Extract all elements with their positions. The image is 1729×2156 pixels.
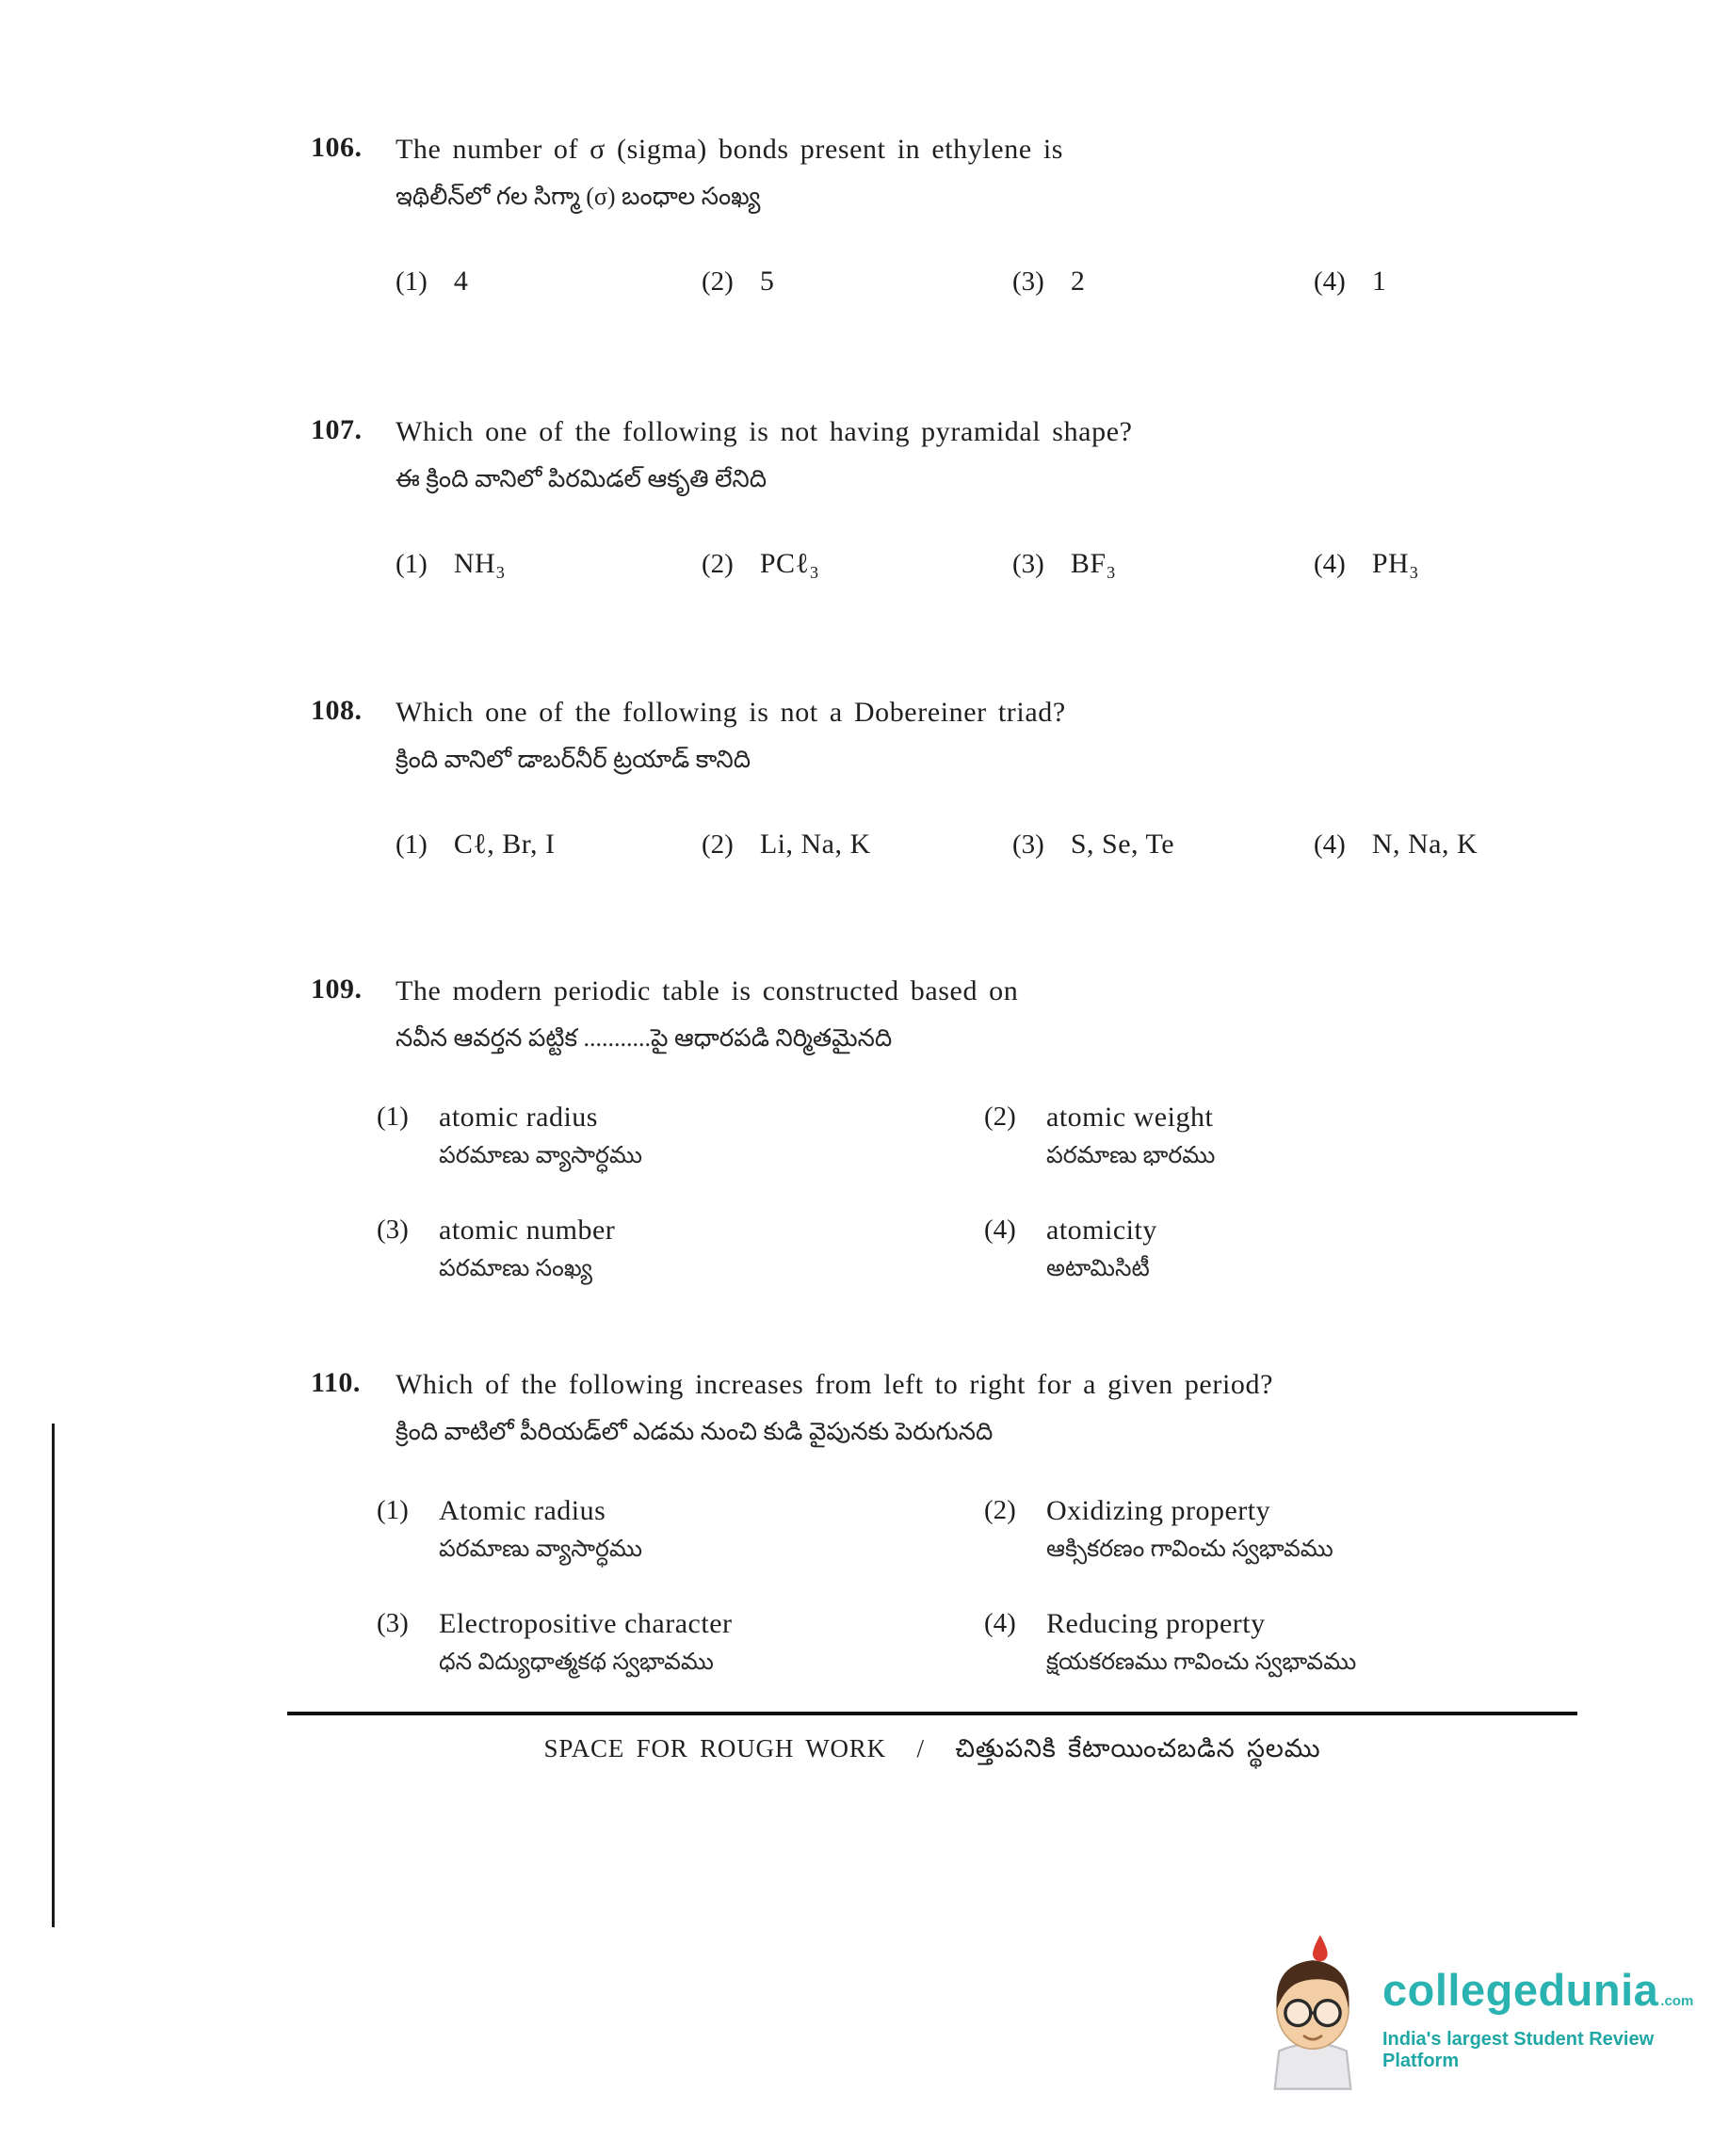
option-text: Cℓ, Br, I xyxy=(453,828,556,860)
question-text-telugu: ఈ క్రింది వానిలో పిరమిడల్ ఆకృతి లేనిది xyxy=(396,464,768,492)
option-text: N, Na, K xyxy=(1371,828,1479,860)
question-text-telugu: క్రింది వాటిలో పీరియడ్‌లో ఎడమ నుంచి కుడి వైపునకు పెరుగునది xyxy=(396,1417,994,1445)
option-text-english: Atomic radius xyxy=(439,1494,606,1526)
option-text: 1 xyxy=(1371,265,1387,297)
option-label: (4) xyxy=(984,1214,1016,1245)
option-text-english: atomic weight xyxy=(1046,1101,1214,1133)
option-text-telugu: ధన విద్యుధాత్మకథ స్వభావము xyxy=(439,1649,714,1675)
option-1 xyxy=(396,829,702,861)
option-2 xyxy=(702,829,1012,861)
collegedunia-logo xyxy=(1260,1932,1703,2092)
option-text-telugu: అటామిసిటీ xyxy=(1046,1255,1150,1281)
question-number: 109. xyxy=(311,973,363,1005)
options-row xyxy=(396,548,1648,580)
option-3 xyxy=(1012,548,1314,580)
option-label: (1) xyxy=(396,265,428,297)
option-4 xyxy=(1314,265,1386,298)
option-text: 5 xyxy=(759,265,775,297)
options-row xyxy=(396,829,1648,861)
option-label: (4) xyxy=(984,1607,1016,1638)
option-text: Li, Na, K xyxy=(759,828,871,860)
option-1 xyxy=(377,1495,984,1569)
option-label: (4) xyxy=(1314,548,1346,579)
option-text-telugu: పరమాణు వ్యాసార్ధము xyxy=(439,1142,642,1168)
option-text-telugu: పరమాణు సంఖ్య xyxy=(439,1255,592,1281)
option-text-english: Reducing property xyxy=(1046,1607,1266,1639)
option-label: (3) xyxy=(1012,265,1044,297)
question-header xyxy=(311,132,1648,217)
option-label: (2) xyxy=(702,265,734,297)
option-4 xyxy=(1314,829,1478,861)
question-body xyxy=(396,132,1648,217)
option-text-telugu: ఆక్సికరణం గావించు స్వభావము xyxy=(1046,1536,1333,1562)
question-107 xyxy=(311,414,1648,580)
option-text: 2 xyxy=(1070,265,1086,297)
rough-work-label-telugu: చిత్తుపనికి కేటాయించబడిన స్థలము xyxy=(955,1734,1321,1762)
option-label: (1) xyxy=(396,829,428,860)
option-3 xyxy=(1012,265,1314,298)
brand-suffix: .com xyxy=(1660,1993,1694,2009)
option-3 xyxy=(377,1215,984,1288)
rough-work-label xyxy=(287,1734,1577,1770)
option-text: 4 xyxy=(453,265,469,297)
question-110 xyxy=(311,1367,1648,1681)
question-header xyxy=(311,973,1648,1058)
logo-text-block xyxy=(1382,1932,1703,2072)
question-header xyxy=(311,414,1648,499)
option-text-english: atomic radius xyxy=(439,1101,598,1133)
option-text: S, Se, Te xyxy=(1070,828,1175,860)
option-1 xyxy=(396,548,702,580)
brand-tagline: India's largest Student Review Platform xyxy=(1382,2029,1655,2071)
question-text-telugu: నవీన ఆవర్తన పట్టిక ...........పై ఆధారపడి నిర్మితమైనది xyxy=(396,1023,893,1052)
option-4 xyxy=(984,1215,1592,1288)
option-1 xyxy=(377,1102,984,1175)
option-2 xyxy=(702,548,1012,580)
option-4 xyxy=(984,1608,1592,1681)
option-text-english: atomicity xyxy=(1046,1214,1157,1246)
option-label: (4) xyxy=(1314,265,1346,297)
question-text-english: The modern periodic table is constructed based on xyxy=(396,975,1019,1006)
option-label: (3) xyxy=(1012,548,1044,579)
option-label: (2) xyxy=(702,548,734,579)
question-body xyxy=(396,414,1648,499)
option-label: (3) xyxy=(1012,829,1044,860)
brand-name: collegedunia xyxy=(1382,1965,1659,2015)
brand-row xyxy=(1382,1964,1703,2016)
option-label: (1) xyxy=(377,1494,409,1525)
option-2 xyxy=(702,265,1012,298)
option-label: (3) xyxy=(377,1607,409,1638)
option-2 xyxy=(984,1102,1592,1175)
option-label: (2) xyxy=(984,1494,1016,1525)
option-text: PH₃ xyxy=(1371,547,1420,579)
option-text-telugu: పరమాణు వ్యాసార్ధము xyxy=(439,1536,642,1562)
option-3 xyxy=(377,1608,984,1681)
left-margin-scan-line xyxy=(52,1424,55,1927)
option-text-english: Oxidizing property xyxy=(1046,1494,1271,1526)
option-text-telugu: క్షయకరణము గావించు స్వభావము xyxy=(1046,1649,1357,1675)
question-number: 106. xyxy=(311,132,363,163)
question-109 xyxy=(311,973,1648,1288)
question-header xyxy=(311,695,1648,780)
option-text-english: atomic number xyxy=(439,1214,616,1246)
question-text-telugu: ఇథిలీన్‌లో గల సిగ్మా (σ) బంధాల సంఖ్య xyxy=(396,182,761,210)
option-label: (4) xyxy=(1314,829,1346,860)
option-label: (1) xyxy=(396,548,428,579)
collegedunia-mascot-icon xyxy=(1260,1932,1365,2092)
question-body xyxy=(396,973,1648,1058)
question-number: 107. xyxy=(311,414,363,445)
option-text-english: Electropositive character xyxy=(439,1607,733,1639)
option-text-telugu: పరమాణు భారము xyxy=(1046,1142,1216,1168)
option-label: (2) xyxy=(984,1101,1016,1132)
option-text: BF₃ xyxy=(1070,547,1117,579)
option-label: (3) xyxy=(377,1214,409,1245)
question-number: 108. xyxy=(311,695,363,726)
option-text: NH₃ xyxy=(453,547,507,579)
option-3 xyxy=(1012,829,1314,861)
question-text-english: Which of the following increases from left to right for a given period? xyxy=(396,1369,1273,1400)
question-body xyxy=(396,1367,1648,1452)
options-row xyxy=(396,265,1648,298)
option-1 xyxy=(396,265,702,298)
option-4 xyxy=(1314,548,1419,580)
question-text-english: The number of σ (sigma) bonds present in ethylene is xyxy=(396,134,1064,165)
rough-work-label-english: SPACE FOR ROUGH WORK xyxy=(543,1734,886,1762)
question-text-english: Which one of the following is not having pyramidal shape? xyxy=(396,416,1133,447)
question-text-telugu: క్రింది వానిలో డాబర్‌నీర్ ట్రయాడ్ కానిది xyxy=(396,745,751,773)
question-header xyxy=(311,1367,1648,1452)
options-grid xyxy=(377,1495,1648,1681)
option-text: PCℓ₃ xyxy=(759,547,820,579)
question-106 xyxy=(311,132,1648,298)
question-body xyxy=(396,695,1648,780)
question-108 xyxy=(311,695,1648,861)
question-number: 110. xyxy=(311,1367,361,1398)
rough-work-divider-line xyxy=(287,1712,1577,1715)
rough-work-separator: / xyxy=(916,1734,925,1762)
question-text-english: Which one of the following is not a Dobereiner triad? xyxy=(396,697,1066,728)
option-label: (2) xyxy=(702,829,734,860)
option-2 xyxy=(984,1495,1592,1569)
option-label: (1) xyxy=(377,1101,409,1132)
options-grid xyxy=(377,1102,1648,1288)
